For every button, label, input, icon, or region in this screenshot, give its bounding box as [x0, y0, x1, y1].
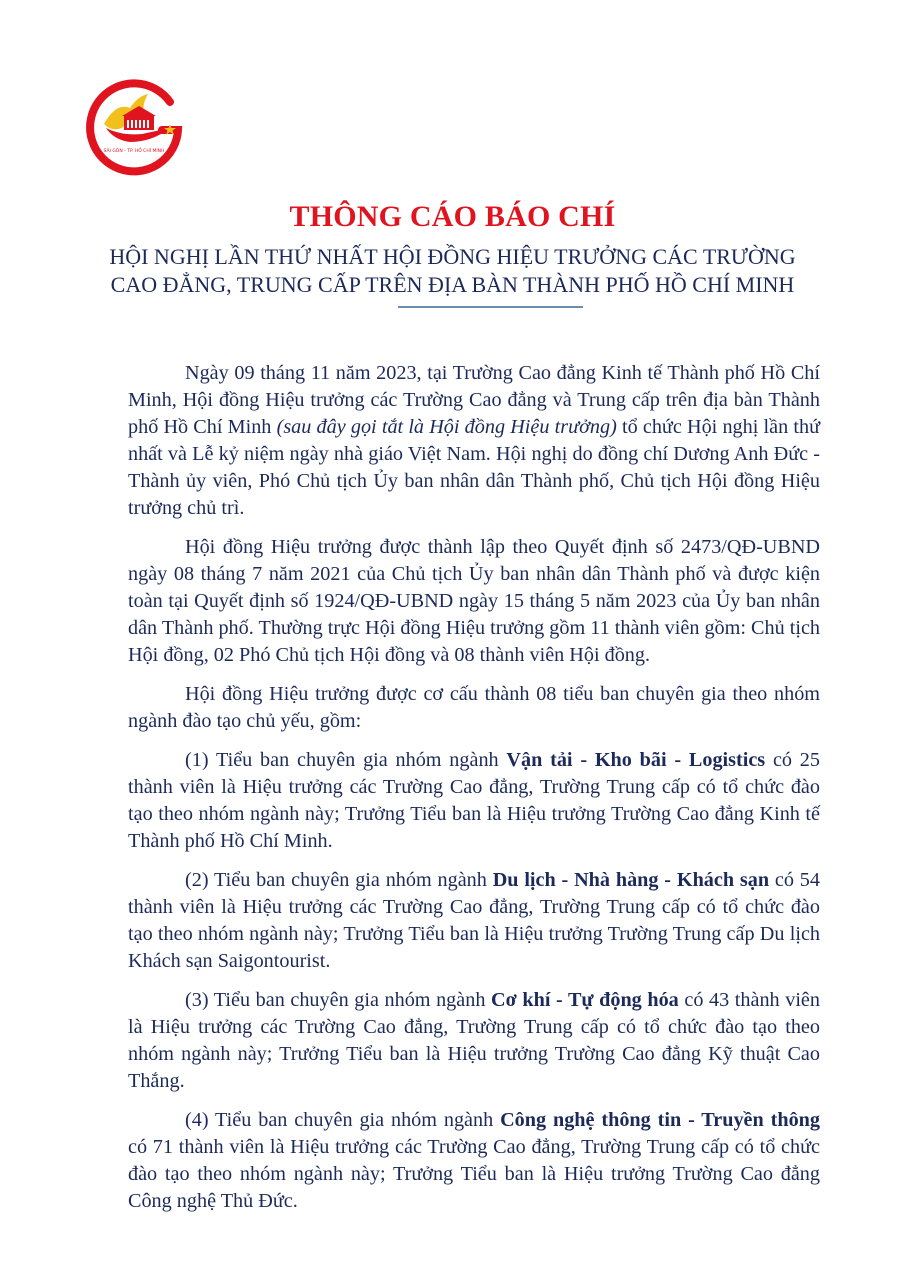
list-item-subcommittee-1 [128, 747, 820, 855]
paragraph-italic-note: (sau đây gọi tắt là Hội đồng Hiệu trưởng) [276, 416, 617, 438]
paragraph-text: Ngày 09 tháng 11 năm 2023, tại Trường Cao đẳng Kinh tế Thành phố Hồ Chí Minh, Hội đồng Hiệu trưởng các Trường Cao đẳng và Trung cấp trên địa bàn Thành phố Hồ Chí Minh [128, 362, 820, 438]
paragraph-intro [128, 360, 820, 522]
list-item-subcommittee-4 [128, 1107, 820, 1215]
title-divider [398, 306, 583, 308]
item-text: (1) Tiểu ban chuyên gia nhóm ngành [185, 749, 507, 771]
item-field-name: Cơ khí - Tự động hóa [491, 989, 679, 1011]
item-text: (2) Tiểu ban chuyên gia nhóm ngành [185, 869, 493, 891]
paragraph-structure: Hội đồng Hiệu trưởng được cơ cấu thành 08 tiểu ban chuyên gia theo nhóm ngành đào tạo chủ yếu, gồm: [128, 683, 820, 732]
item-field-name: Du lịch - Nhà hàng - Khách sạn [492, 869, 770, 891]
document-title: THÔNG CÁO BÁO CHÍ [289, 200, 616, 233]
item-field-name: Công nghệ thông tin - Truyền thông [500, 1109, 820, 1131]
item-text: có 54 thành viên là Hiệu trưởng các Trường Cao đẳng, Trường Trung cấp có tổ chức đào tạo theo nhóm ngành này; Trưởng Tiểu ban là Hiệu trưởng Trường Trung cấp Du lịch Khách sạn Saigontourist. [128, 869, 820, 972]
item-text: (4) Tiểu ban chuyên gia nhóm ngành [185, 1109, 501, 1131]
item-text: (3) Tiểu ban chuyên gia nhóm ngành [185, 989, 492, 1011]
logo-graphic [82, 72, 186, 176]
item-text: có 71 thành viên là Hiệu trưởng các Trường Cao đẳng, Trường Trung cấp có tổ chức đào tạo theo nhóm ngành này; Trưởng Tiểu ban là Hiệu trưởng Trường Cao đẳng Công nghệ Thủ Đức. [128, 1136, 820, 1212]
list-item-subcommittee-3 [128, 987, 820, 1095]
logo-emblem [82, 72, 186, 176]
document-subtitle-line1: HỘI NGHỊ LẦN THỨ NHẤT HỘI ĐỒNG HIỆU TRƯỞNG CÁC TRƯỜNG [109, 244, 796, 269]
paragraph-text: tổ chức Hội nghị lần thứ nhất và Lễ kỷ niệm ngày nhà giáo Việt Nam. Hội nghị do đồng chí Dương Anh Đức - Thành ủy viên, Phó Chủ tịch Ủy ban nhân dân Thành phố, Chủ tịch Hội đồng Hiệu trưởng chủ trì. [128, 416, 821, 519]
list-item-subcommittee-2 [128, 867, 820, 975]
item-field-name: Vận tải - Kho bãi - Logistics [506, 749, 766, 771]
document-body [128, 360, 820, 1227]
item-text: có 43 thành viên là Hiệu trưởng các Trường Cao đẳng, Trường Trung cấp có tổ chức đào tạo theo nhóm ngành này; Trưởng Tiểu ban là Hiệu trưởng Trường Cao đẳng Kỹ thuật Cao Thắng. [128, 989, 820, 1092]
item-text: có 25 thành viên là Hiệu trưởng các Trường Cao đẳng, Trường Trung cấp có tổ chức đào tạo theo nhóm ngành này; Trưởng Tiểu ban là Hiệu trưởng Trường Cao đẳng Kinh tế Thành phố Hồ Chí Minh. [128, 749, 820, 852]
logo-text: SÀI GÒN - TP. HỒ CHÍ MINH [103, 149, 165, 154]
paragraph-establishment: Hội đồng Hiệu trưởng được thành lập theo Quyết định số 2473/QĐ-UBND ngày 08 tháng 7 năm 2021 của Chủ tịch Ủy ban nhân dân Thành phố và được kiện toàn tại Quyết định số 1924/QĐ-UBND ngày 15 tháng 5 năm 2023 của Ủy ban nhân dân Thành phố. Thường trực Hội đồng Hiệu trưởng gồm 11 thành viên gồm: Chủ tịch Hội đồng, 02 Phó Chủ tịch Hội đồng và 08 thành viên Hội đồng. [128, 536, 820, 666]
document-subtitle-line2: CAO ĐẲNG, TRUNG CẤP TRÊN ĐỊA BÀN THÀNH PHỐ HỒ CHÍ MINH [110, 272, 795, 297]
